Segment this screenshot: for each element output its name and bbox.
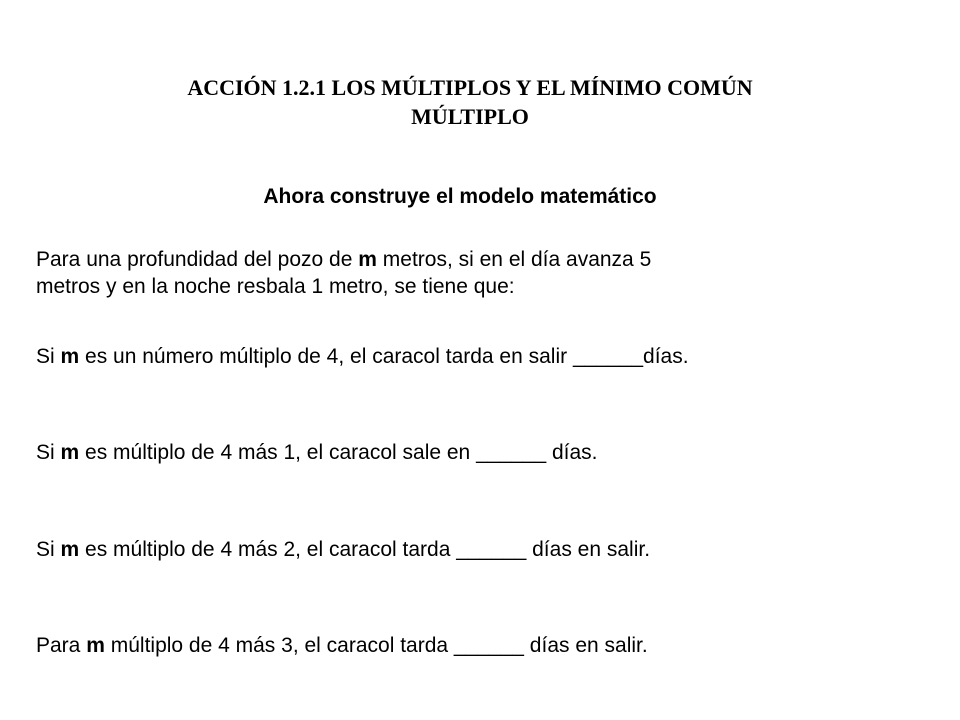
- intro-paragraph: [36, 246, 936, 300]
- intro-text-1: Para una profundidad del pozo de: [36, 248, 359, 271]
- case-prefix: Si: [36, 345, 61, 368]
- variable-m: m: [60, 345, 80, 368]
- title-line-1: ACCIÓN 1.2.1 LOS MÚLTIPLOS Y EL MÍNIMO COMÚN: [187, 75, 753, 100]
- case-prefix: Para: [36, 634, 87, 657]
- intro-line-2: metros y en la noche resbala 1 metro, se tiene que:: [36, 275, 515, 298]
- variable-m: m: [60, 538, 80, 561]
- intro-text-2: metros, si en el día avanza 5: [376, 248, 652, 271]
- slide-title: [0, 73, 940, 131]
- case-statement-4: [36, 632, 936, 659]
- case-text: es un número múltiplo de 4, el caracol tarda en salir ______días.: [79, 345, 689, 368]
- intro-line-1: [36, 246, 936, 273]
- section-subtitle: Ahora construye el modelo matemático: [263, 185, 657, 208]
- case-prefix: Si: [36, 538, 61, 561]
- case-text: múltiplo de 4 más 3, el caracol tarda ______ días en salir.: [104, 634, 648, 657]
- variable-m: m: [86, 634, 105, 657]
- case-statement-1: [36, 343, 936, 370]
- case-prefix: Si: [36, 441, 61, 464]
- title-line-2: MÚLTIPLO: [411, 104, 529, 129]
- case-statement-3: [36, 536, 936, 563]
- case-statement-2: [36, 439, 936, 466]
- case-text: es múltiplo de 4 más 1, el caracol sale en ______ días.: [79, 441, 598, 464]
- case-text: es múltiplo de 4 más 2, el caracol tarda ______ días en salir.: [79, 538, 651, 561]
- variable-m: m: [60, 441, 80, 464]
- variable-m: m: [358, 248, 377, 271]
